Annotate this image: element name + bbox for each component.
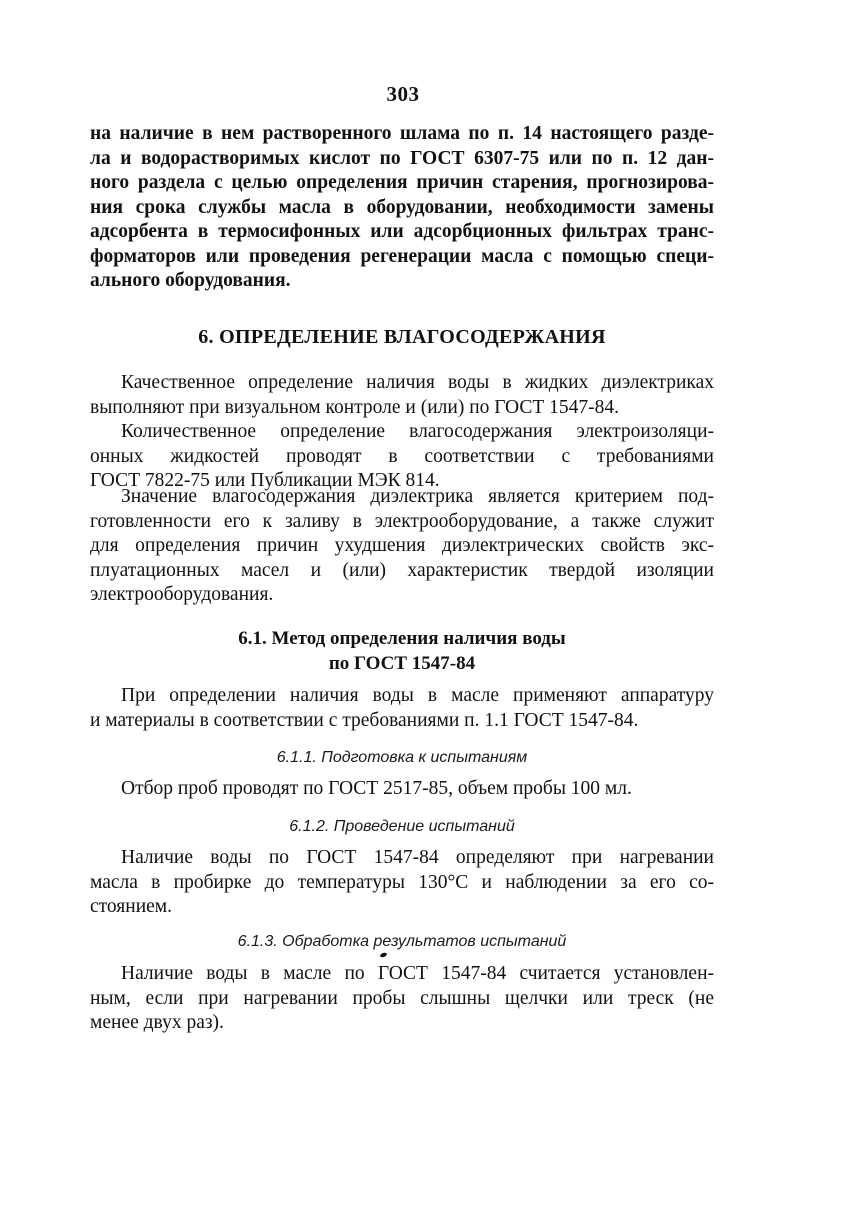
subsubsection-heading: 6.1.1. Подготовка к испытаниям	[276, 749, 528, 766]
text-line: и материалы в соответствии с требованиями п. 1.1 ГОСТ 1547-84.	[90, 709, 639, 731]
section6-1-1-paragraph	[90, 777, 714, 802]
section6-1-3-paragraph	[90, 962, 714, 1036]
subsection-heading-line: по ГОСТ 1547-84	[328, 653, 476, 674]
section6-paragraph-2	[90, 420, 714, 494]
text-line: для определения причин ухудшения диэлектрических свойств экс-	[90, 535, 714, 556]
text-line: Количественное определение влагосодержания электроизоляци-	[121, 421, 714, 442]
text-line: стоянием.	[90, 896, 173, 917]
scan-speck	[380, 952, 388, 958]
text-line: Отбор проб проводят по ГОСТ 2517-85, объем пробы 100 мл.	[121, 778, 632, 799]
text-line: Наличие воды по ГОСТ 1547-84 определяют при нагревании	[121, 847, 714, 868]
text-line: ГОСТ 7822-75 или Публикации МЭК 814.	[90, 470, 440, 491]
text-line: ального оборудования.	[90, 270, 291, 291]
text-line: адсорбента в термосифонных или адсорбционных фильтрах транс-	[90, 221, 714, 242]
text-line: ния срока службы масла в оборудовании, необходимости замены	[90, 196, 714, 218]
section6-paragraph-1	[90, 371, 714, 420]
text-line: ного раздела с целью определения причин старения, прогнозирова-	[90, 172, 714, 193]
text-line: форматоров или проведения регенерации масла с помощью специ-	[90, 245, 714, 267]
text-line: выполняют при визуальном контроле и (или) по ГОСТ 1547-84.	[90, 396, 620, 418]
text-line: Качественное определение наличия воды в жидких диэлектриках	[121, 372, 714, 393]
text-line: менее двух раз).	[90, 1012, 224, 1033]
subsubsection-heading: 6.1.2. Проведение испытаний	[289, 818, 515, 835]
intro-paragraph	[90, 122, 714, 294]
text-line: ным, если при нагревании пробы слышны щелчки или треск (не	[90, 987, 714, 1009]
text-line: онных жидкостей проводят в соответствии с требованиями	[90, 445, 714, 467]
subsection-heading-line: 6.1. Метод определения наличия воды	[238, 628, 566, 649]
text-line: масла в пробирке до температуры 130°С и наблюдении за его со-	[90, 871, 714, 893]
section6-1-2-paragraph	[90, 846, 714, 920]
page-number: 303	[386, 82, 420, 106]
subsubsection-heading: 6.1.3. Обработка результатов испытаний	[237, 933, 567, 950]
text-line: Наличие воды в масле по ГОСТ 1547-84 считается установлен-	[121, 963, 714, 984]
text-line: Значение влагосодержания диэлектрика является критерием под-	[121, 486, 714, 507]
text-line: электрооборудования.	[90, 584, 274, 605]
text-line: готовленности его к заливу в электрооборудование, а также служит	[90, 510, 714, 532]
section6-paragraph-3	[90, 485, 714, 608]
text-line: При определении наличия воды в масле применяют аппаратуру	[121, 685, 714, 706]
section-heading: 6. ОПРЕДЕЛЕНИЕ ВЛАГОСОДЕРЖАНИЯ	[198, 326, 606, 348]
text-line: на наличие в нем растворенного шлама по п. 14 настоящего разде-	[90, 123, 714, 144]
section6-1-paragraph	[90, 684, 714, 733]
text-line: плуатационных масел и (или) характеристик твердой изоляции	[90, 559, 714, 581]
text-line: ла и водорастворимых кислот по ГОСТ 6307-75 или по п. 12 дан-	[90, 147, 714, 169]
subsection-heading	[90, 626, 714, 676]
